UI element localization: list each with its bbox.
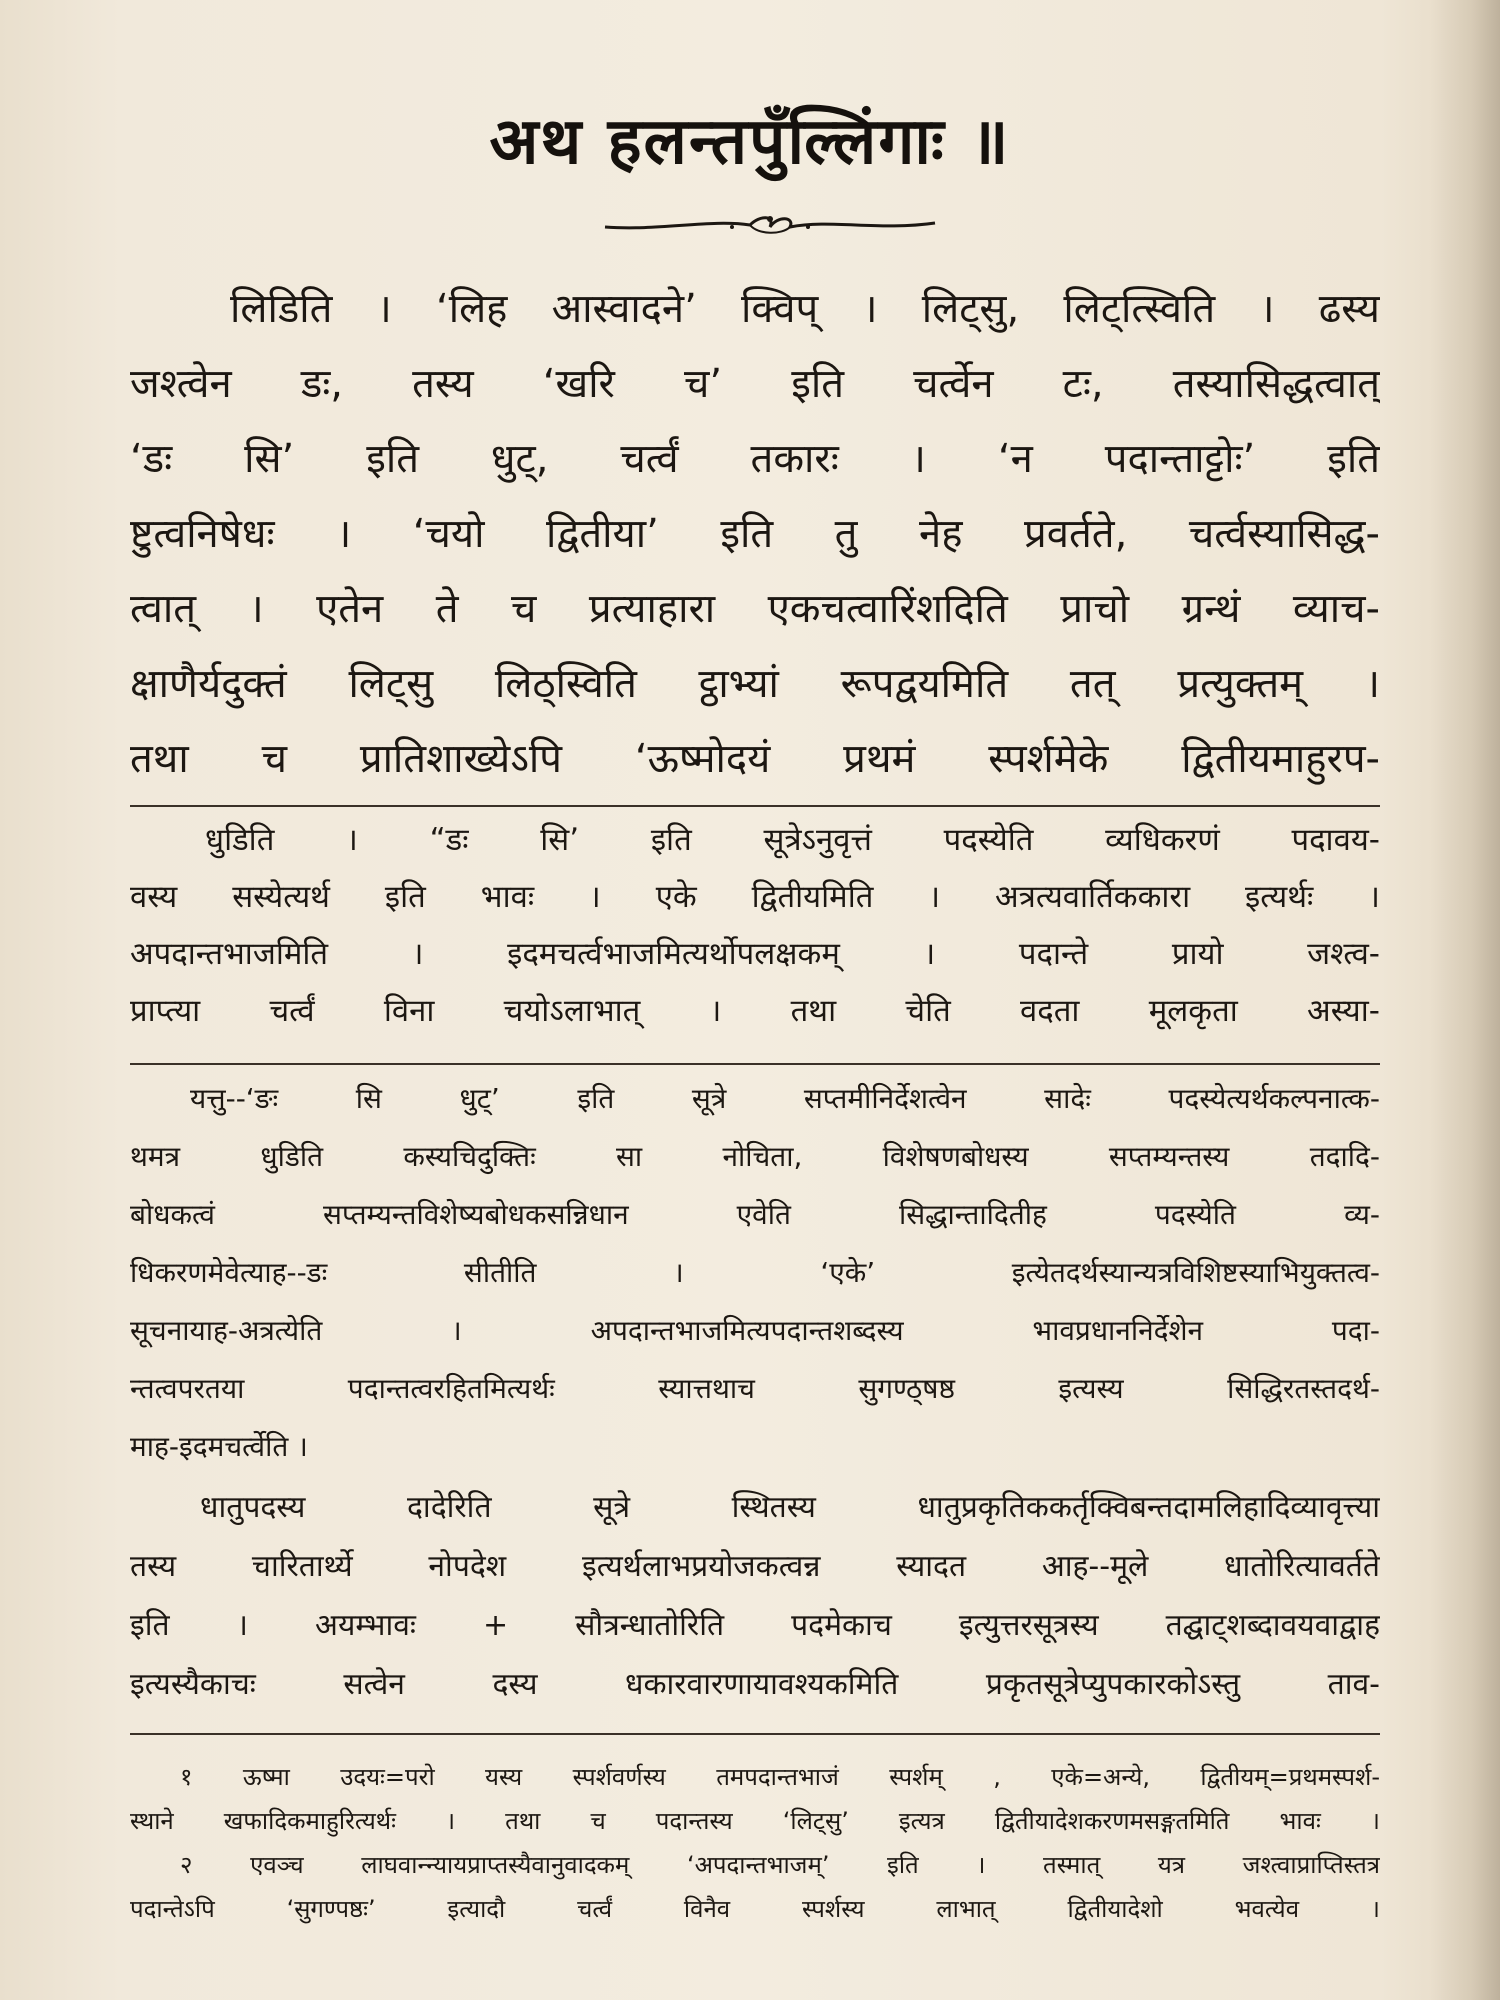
commentary-line: प्राप्त्या चर्त्वं विना चयोऽलाभात् । तथा चेति वदता मूलकृता अस्या- <box>130 993 1380 1029</box>
commentary-line: धुडिति । “डः सि’ इति सूत्रेऽनुवृत्तं पदस्येति व्यधिकरणं पदावय- <box>205 822 1380 858</box>
footnote-line: स्थाने खफादिकमाहुरित्यर्थः । तथा च पदान्तस्य ‘लिट्सु’ इत्यत्र द्वितीयादेशकरणमसङ्गतमिति भावः । <box>130 1807 1380 1835</box>
footnote-divider <box>130 1733 1380 1735</box>
main-text <box>130 272 1380 797</box>
commentary-line: वस्य सस्येत्यर्थ इति भावः । एके द्वितीयमिति । अत्रत्यवार्तिककारा इत्यर्थः । <box>130 879 1380 915</box>
main-text-line: क्षाणैर्यदुक्तं लिट्सु लिठ्स्विति ट्ठाभ्यां रूपद्वयमिति तत् प्रत्युक्तम् । <box>130 661 1380 707</box>
chapter-title: अथ हलन्तपुँल्लिंगाः ॥ <box>489 105 1011 179</box>
commentary-line: सूचनायाह-अत्रत्येति । अपदान्तभाजमित्यपदान्तशब्दस्य भावप्रधाननिर्देशेन पदा- <box>130 1314 1380 1347</box>
commentary-line: थमत्र धुडिति कस्यचिदुक्तिः सा नोचिता, विशेषणबोधस्य सप्तम्यन्तस्य तदादि- <box>130 1140 1380 1173</box>
commentary-line: इति । अयम्भावः + सौत्रन्धातोरिति पदमेकाच इत्युत्तरसूत्रस्य तद्घाट्शब्दावयवाद्वाह <box>130 1608 1380 1643</box>
commentary-block-3 <box>130 1478 1380 1714</box>
main-text-line: जश्त्वेन डः, तस्य ‘खरि च’ इति चर्त्वेन टः, तस्यासिद्धत्वात् <box>130 361 1380 407</box>
commentary-line: न्तत्वपरतया पदान्तत्वरहितमित्यर्थः स्यात्तथाच सुगण्ठ्षष्ठ इत्यस्य सिद्धिरतस्तदर्थ- <box>130 1372 1380 1405</box>
footnote-line: १ ऊष्मा उदयः=परो यस्य स्पर्शवर्णस्य तमपदान्तभाजं स्पर्शम् , एके=अन्ये, द्वितीयम्=प्रथमस्पर्श- <box>180 1763 1380 1791</box>
commentary-block-1 <box>130 812 1380 1040</box>
commentary-line: तस्य चारितार्थ्ये नोपदेश इत्यर्थलाभप्रयोजकत्वन्न स्यादत आह--मूले धातोरित्यावर्तते <box>130 1549 1380 1584</box>
commentary-line: माह-इदमचर्त्वेति । <box>130 1430 308 1463</box>
main-text-line: लिडिति । ‘लिह आस्वादने’ क्विप् । लिट्सु, लिट्त्स्विति । ढस्य <box>230 286 1380 332</box>
main-text-line: ष्टुत्वनिषेधः । ‘चयो द्वितीया’ इति तु नेह प्रवर्तते, चर्त्वस्यासिद्ध- <box>130 511 1380 557</box>
commentary-line: यत्तु--‘ङः सि धुट्’ इति सूत्रे सप्तमीनिर्देशत्वेन सादेः पदस्येत्यर्थकल्पनात्क- <box>190 1082 1380 1115</box>
main-text-line: तथा च प्रातिशाख्येऽपि ‘ऊष्मोदयं प्रथमं स्पर्शमेके द्वितीयमाहुरप- <box>130 736 1380 782</box>
commentary-block-2 <box>130 1070 1380 1476</box>
commentary-line: इत्यस्यैकाचः सत्वेन दस्य धकारवारणायावश्यकमिति प्रकृतसूत्रेप्युपकारकोऽस्तु ताव- <box>130 1667 1380 1702</box>
book-spine-shadow <box>1430 0 1500 2000</box>
section-divider <box>130 1063 1380 1065</box>
footnotes <box>130 1755 1380 1931</box>
section-divider <box>130 805 1380 807</box>
footnote-line: २ एवञ्च लाघवान्न्यायप्राप्तस्यैवानुवादकम् ‘अपदान्तभाजम्’ इति । तस्मात् यत्र जश्त्वाप्राप्तिस्तत्र <box>180 1851 1380 1879</box>
commentary-line: अपदान्तभाजमिति । इदमचर्त्वभाजमित्यर्थोपलक्षकम् । पदान्ते प्रायो जश्त्व- <box>130 936 1380 972</box>
main-text-line: त्वात् । एतेन ते च प्रत्याहारा एकचत्वारिंशदिति प्राचो ग्रन्थं व्याच- <box>130 586 1380 632</box>
commentary-line: धातुपदस्य दादेरिति सूत्रे स्थितस्य धातुप्रकृतिककर्तृक्विबन्तदामलिहादिव्यावृत्त्या <box>200 1490 1380 1525</box>
footnote-line: पदान्तेऽपि ‘सुगण्पष्ठः’ इत्यादौ चर्त्वं विनैव स्पर्शस्य लाभात् द्वितीयादेशो भवत्येव । <box>130 1895 1380 1923</box>
commentary-line: बोधकत्वं सप्तम्यन्तविशेष्यबोधकसन्निधान एवेति सिद्धान्तादितीह पदस्येति व्य- <box>130 1198 1380 1231</box>
main-text-line: ‘डः सि’ इति धुट्, चर्त्वं तकारः । ‘न पदान्ताट्टोः’ इति <box>130 436 1380 482</box>
commentary-line: धिकरणमेवेत्याह--डः सीतीति । ‘एके’ इत्येतदर्थस्यान्यत्रविशिष्टस्याभियुक्तत्व- <box>130 1256 1380 1289</box>
ornamental-flourish <box>600 205 940 241</box>
